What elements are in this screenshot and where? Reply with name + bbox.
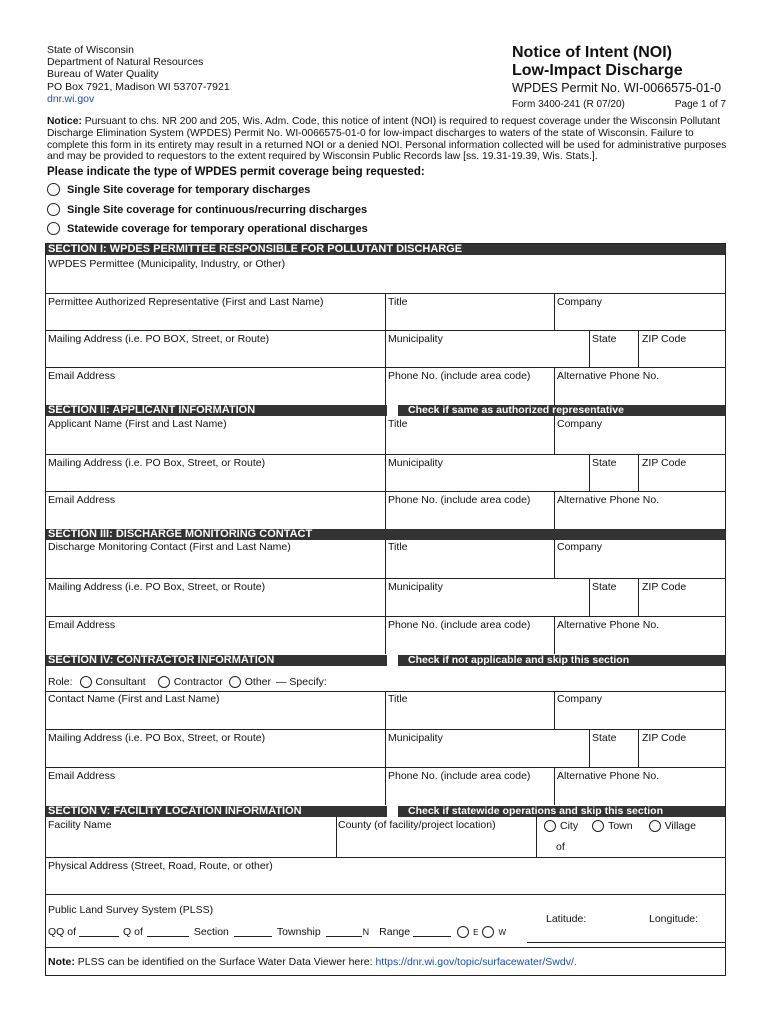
- title-block: [512, 44, 726, 110]
- title-label: Title: [388, 541, 408, 553]
- agency-address: PO Box 7921, Madison WI 53707-7921: [47, 80, 230, 93]
- township-field[interactable]: [326, 927, 362, 937]
- zip-label: ZIP Code: [642, 457, 687, 469]
- section-5-header: SECTION V: FACILITY LOCATION INFORMATION Check if statewide operations and skip this section: [46, 806, 725, 817]
- plss-row: QQ of Q of Section Township N Range E W: [48, 926, 507, 938]
- zip-label: ZIP Code: [642, 333, 687, 345]
- email-label: Email Address: [48, 619, 116, 631]
- mailing-address-label: Mailing Address (i.e. PO Box, Street, or Route): [48, 732, 266, 744]
- longitude-label: Longitude:: [649, 913, 699, 925]
- company-label: Company: [557, 693, 602, 705]
- role-contractor-radio[interactable]: [158, 676, 170, 688]
- plss-note: Note: PLSS can be identified on the Surface Water Data Viewer here: https://dnr.wi.gov/topic/surfacewater/Swdv/.: [48, 956, 577, 968]
- state-label: State: [592, 457, 617, 469]
- auth-rep-label: Permittee Authorized Representative (First and Last Name): [48, 296, 324, 308]
- contact-name-label: Contact Name (First and Last Name): [48, 693, 220, 705]
- monitor-contact-label: Discharge Monitoring Contact (First and Last Name): [48, 541, 291, 553]
- q-field[interactable]: [147, 927, 189, 937]
- section-2-header: SECTION II: APPLICANT INFORMATION Check if same as authorized representative: [46, 405, 725, 416]
- agency-state: State of Wisconsin: [47, 44, 134, 56]
- permit-number: WPDES Permit No. WI-0066575-01-0: [512, 81, 722, 95]
- title-label: Title: [388, 296, 408, 308]
- phone-label: Phone No. (include area code): [388, 619, 531, 631]
- form-number: Form 3400-241 (R 07/20): [512, 99, 625, 110]
- same-as-rep-checkbox[interactable]: Check if same as authorized representative: [387, 405, 624, 416]
- city-radio[interactable]: [544, 820, 556, 832]
- form-title: Notice of Intent (NOI): [512, 44, 672, 61]
- municipality-label: Municipality: [388, 732, 443, 744]
- company-label: Company: [557, 541, 602, 553]
- municipality-label: Municipality: [388, 333, 443, 345]
- phone-label: Phone No. (include area code): [388, 370, 531, 382]
- applicant-name-label: Applicant Name (First and Last Name): [48, 418, 227, 430]
- west-radio[interactable]: [482, 926, 494, 938]
- phone-label: Phone No. (include area code): [388, 770, 531, 782]
- not-applicable-checkbox[interactable]: Check if not applicable and skip this section: [387, 655, 629, 666]
- form-subtitle: Low-Impact Discharge: [512, 62, 683, 79]
- section-field[interactable]: [234, 927, 272, 937]
- agency-bureau: Bureau of Water Quality: [47, 68, 159, 81]
- range-field[interactable]: [413, 927, 451, 937]
- mailing-address-label: Mailing Address (i.e. PO BOX, Street, or Route): [48, 333, 270, 345]
- facility-name-label: Facility Name: [48, 819, 112, 831]
- email-label: Email Address: [48, 770, 116, 782]
- qq-field[interactable]: [79, 927, 119, 937]
- state-label: State: [592, 581, 617, 593]
- mailing-address-label: Mailing Address (i.e. PO Box, Street, or Route): [48, 581, 266, 593]
- radio-button[interactable]: [47, 203, 60, 216]
- town-radio[interactable]: [592, 820, 604, 832]
- agency-department: Department of Natural Resources: [47, 56, 204, 69]
- of-label: of: [556, 841, 565, 853]
- county-label: County (of facility/project location): [338, 819, 496, 831]
- noi-form: [45, 243, 726, 976]
- state-label: State: [592, 732, 617, 744]
- coverage-prompt: Please indicate the type of WPDES permit coverage being requested:: [47, 166, 425, 178]
- plss-label: Public Land Survey System (PLSS): [48, 904, 214, 916]
- company-label: Company: [557, 296, 602, 308]
- latitude-label: Latitude:: [546, 913, 587, 925]
- physical-address-label: Physical Address (Street, Road, Route, or other): [48, 860, 273, 872]
- coverage-option-temporary[interactable]: Single Site coverage for temporary discharges: [47, 183, 310, 196]
- village-radio[interactable]: [649, 820, 661, 832]
- notice-label: Notice:: [47, 116, 82, 127]
- state-label: State: [592, 333, 617, 345]
- municipality-label: Municipality: [388, 581, 443, 593]
- role-consultant-radio[interactable]: [80, 676, 92, 688]
- agency-website-link[interactable]: dnr.wi.gov: [47, 92, 95, 105]
- agency-block: [47, 44, 230, 105]
- section-1-header: SECTION I: WPDES PERMITTEE RESPONSIBLE FOR POLLUTANT DISCHARGE: [46, 244, 725, 255]
- alt-phone-label: Alternative Phone No.: [557, 619, 660, 631]
- permittee-label: WPDES Permittee (Municipality, Industry, or Other): [48, 258, 286, 270]
- zip-label: ZIP Code: [642, 732, 687, 744]
- mailing-address-label: Mailing Address (i.e. PO Box, Street, or Route): [48, 457, 266, 469]
- page-number: Page 1 of 7: [674, 99, 726, 110]
- east-radio[interactable]: [457, 926, 469, 938]
- alt-phone-label: Alternative Phone No.: [557, 494, 660, 506]
- zip-label: ZIP Code: [642, 581, 687, 593]
- alt-phone-label: Alternative Phone No.: [557, 370, 660, 382]
- statewide-checkbox[interactable]: Check if statewide operations and skip this section: [387, 806, 663, 817]
- section-3-header: SECTION III: DISCHARGE MONITORING CONTACT: [46, 529, 725, 540]
- coverage-option-continuous[interactable]: Single Site coverage for continuous/recurring discharges: [47, 203, 367, 216]
- role-row: Role: Consultant Contractor Other — Specify:: [48, 676, 327, 688]
- notice-paragraph: [47, 116, 727, 163]
- company-label: Company: [557, 418, 602, 430]
- swdv-link[interactable]: https://dnr.wi.gov/topic/surfacewater/Swdv/.: [375, 956, 577, 968]
- email-label: Email Address: [48, 494, 116, 506]
- radio-button[interactable]: [47, 222, 60, 235]
- email-label: Email Address: [48, 370, 116, 382]
- notice-text: Pursuant to chs. NR 200 and 205, Wis. Adm. Code, this notice of intent (NOI) is required to request coverage under the Wisconsin Pollutant Discharge Elimination System (WPDES) Permit No. WI-0066575-01-0 for low-impact discharges to waters of the state of Wisconsin. Failure to complete this form in its entirety may result in a returned NOI or a denied NOI. Personal information collected will be used for administrative purposes and may be provided to requestors to the extent required by Wisconsin Public Records law [ss. 19.31-19.39, Wis. Stats.].: [47, 116, 727, 163]
- municipality-label: Municipality: [388, 457, 443, 469]
- coverage-option-statewide[interactable]: Statewide coverage for temporary operational discharges: [47, 222, 368, 235]
- role-other-radio[interactable]: [229, 676, 241, 688]
- alt-phone-label: Alternative Phone No.: [557, 770, 660, 782]
- radio-button[interactable]: [47, 183, 60, 196]
- municipality-type-row: City Town Village: [544, 820, 696, 832]
- phone-label: Phone No. (include area code): [388, 494, 531, 506]
- section-4-header: SECTION IV: CONTRACTOR INFORMATION Check if not applicable and skip this section: [46, 655, 725, 666]
- title-label: Title: [388, 693, 408, 705]
- title-label: Title: [388, 418, 408, 430]
